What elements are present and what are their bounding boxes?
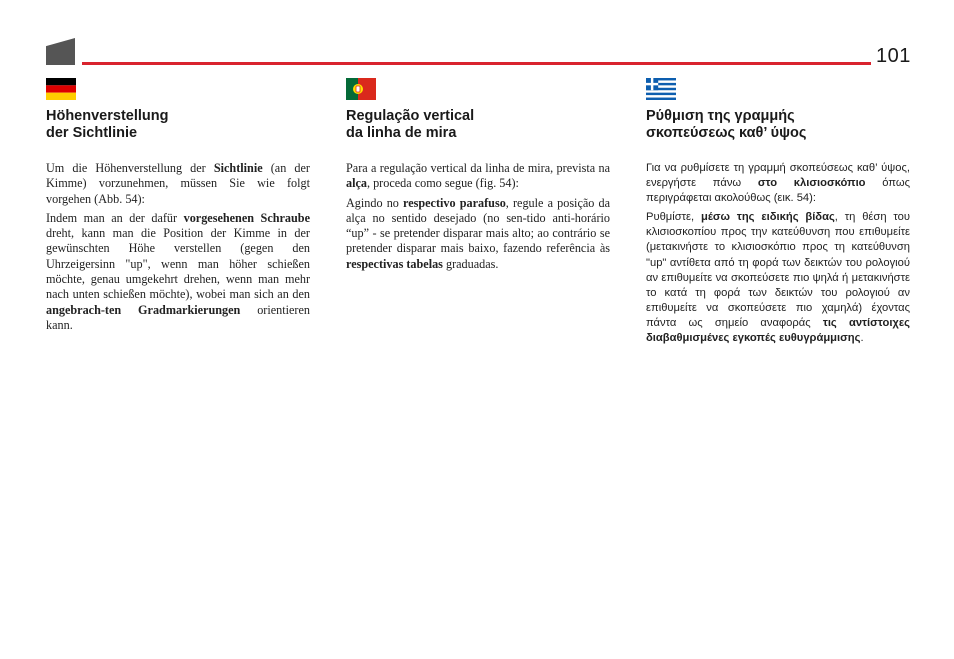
section-german	[46, 78, 310, 337]
section-title-portuguese: Regulação vertical da linha de mira	[346, 108, 475, 141]
paragraph: Um die Höhenverstellung der Sichtlinie (an der Kimme) vorzunehmen, müssen Sie wie folgt vorgehen (Abb. 54):	[46, 161, 310, 206]
body-german	[46, 161, 310, 333]
body-portuguese	[346, 161, 610, 272]
section-title-greek: Ρύθμιση της γραμμής σκοπεύσεως καθ’ ύψος	[646, 108, 807, 141]
section-greek	[646, 78, 910, 350]
corner-mark	[46, 38, 75, 65]
paragraph: Agindo no respectivo parafuso, regule a posição da alça no sentido desejado (no sen-tido anti-horário “up” - se pretender disparar mais alto; ao contrário se pretender disparar mais baixo, fazendo referência às respectivas tabelas graduadas.	[346, 195, 610, 271]
germany-flag-icon	[46, 78, 76, 100]
page-number: 101	[876, 45, 911, 67]
header-rule	[82, 62, 871, 65]
paragraph: Για να ρυθμίσετε τη γραμμή σκοπεύσεως καθ’ ύψος, ενεργήστε πάνω στο κλισιοσκόπιο όπως περιγράφεται ακολούθως (εικ. 54):	[646, 162, 910, 205]
paragraph: Para a regulação vertical da linha de mira, prevista na alça, proceda como segue (fig. 54):	[346, 161, 610, 191]
paragraph: Indem man an der dafür vorgesehenen Schraube dreht, kann man die Position der Kimme in der gewünschten Höhe verstellen (gegen den Uhrzeigersinn "up", wenn man höher schießen möchte, genau umgekehrt drehen, wenn man mehr nach unten schießen möchte), wobei man sich an den angebrach-ten Gradmarkierungen orientieren kann.	[46, 210, 310, 332]
paragraph: Ρυθμίστε, μέσω της ειδικής βίδας, τη θέση του κλισιοσκοπίου προς την κατεύθυνση που επιθυμείτε (μετακινήστε το κλισιοσκόπιο προς τη κατεύθυνση "up" αντίθετα από τη φορά των δεικτών του ρολογιού αν επιθυμείτε να σκοπεύσετε πιο ψηλά ή μετακινήστε το κατά τη φορά των δεικτών του ρολογιού αν επιθυμείτε να σκοπεύσετε πιο χαμηλά) έχοντας πάντα ως σημείο αναφοράς τις αντίστοιχες διαβαθμισμένες εγκοπές ευθυγράμμισης.	[646, 211, 911, 345]
section-title-german: Höhenverstellung der Sichtlinie	[46, 108, 169, 141]
greece-flag-icon	[646, 78, 676, 100]
section-portuguese	[346, 78, 610, 276]
body-greek	[646, 161, 910, 346]
portugal-flag-icon	[346, 78, 376, 100]
